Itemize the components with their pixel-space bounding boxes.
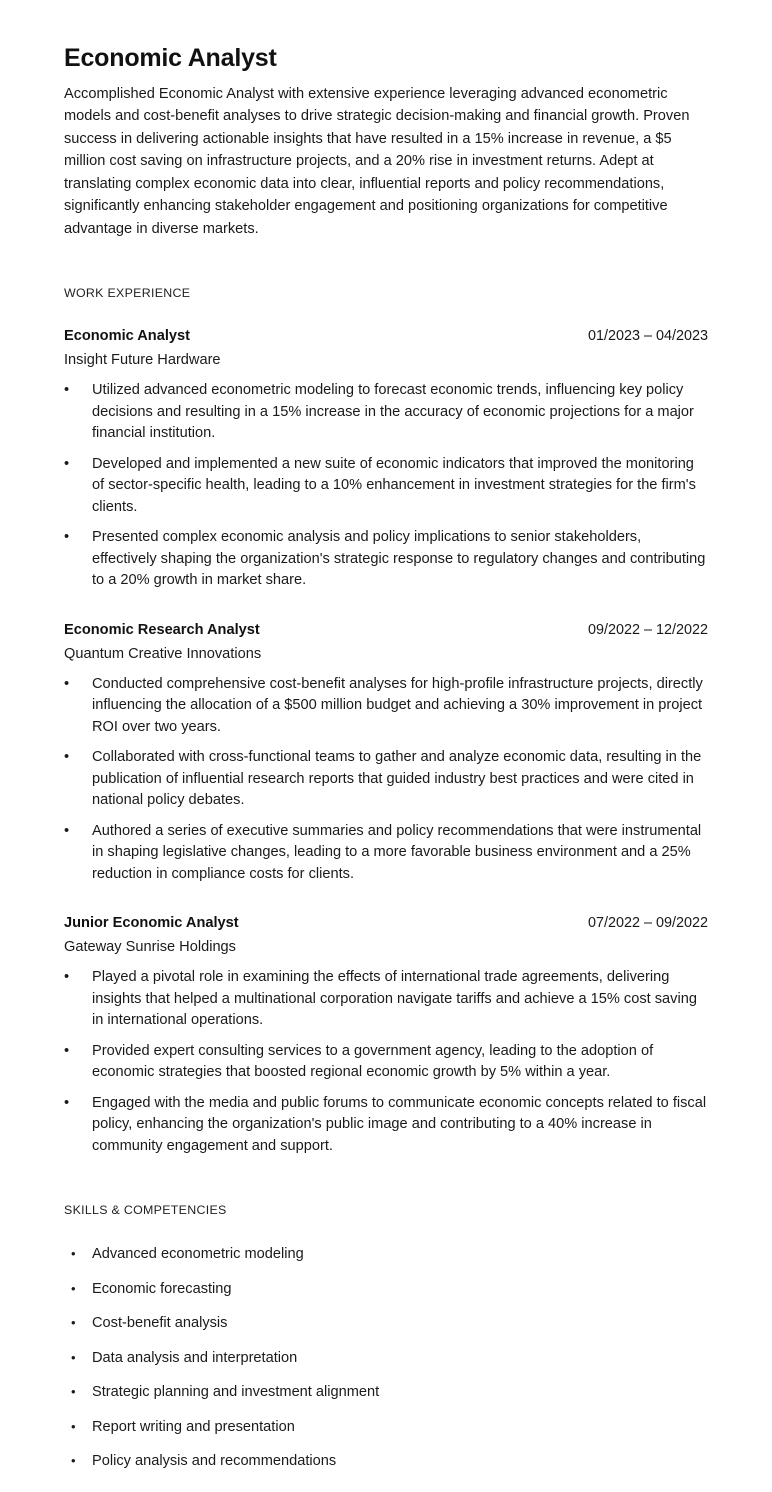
job-bullet [64, 1041, 708, 1084]
bullet-icon: • [71, 1453, 76, 1469]
bullet-icon: • [71, 1349, 76, 1365]
bullet-icon: • [64, 749, 70, 766]
skill-label: Data analysis and interpretation [92, 1349, 298, 1366]
job-bullet-text: Authored a series of executive summaries and policy recommendations that were instrumental in shaping legislative changes, leading to a more favorable business environment and a 25% reduction in compliance costs for clients. [92, 822, 702, 882]
bullet-icon: • [64, 382, 70, 399]
page-title: Economic Analyst [64, 44, 277, 72]
job-bullet [64, 967, 708, 1032]
job-bullet-text: Conducted comprehensive cost-benefit analyses for high-profile infrastructure projects, directly influencing the allocation of a $500 million budget and achieving a 30% improvement in project ROI over two years. [92, 675, 703, 735]
skill-item [64, 1243, 708, 1265]
job-company: Insight Future Hardware [64, 352, 221, 369]
skill-item [64, 1450, 708, 1472]
skill-label: Advanced econometric modeling [92, 1246, 304, 1263]
skill-item [64, 1312, 708, 1334]
bullet-icon: • [64, 675, 70, 692]
job-entry [64, 620, 708, 886]
job-bullet [64, 1093, 708, 1158]
bullet-icon: • [71, 1418, 76, 1434]
job-bullet-list [64, 674, 708, 886]
professional-summary: Accomplished Economic Analyst with extensive experience leveraging advanced econometric models and cost-benefit analyses to drive strategic decision-making and financial growth. Proven success in delivering actionable insights that have resulted in a 15% increase in revenue, a $5 million cost saving on infrastructure projects, and a 20% rise in investment returns. Adept at translating complex economic data into clear, influential reports and policy recommendations, significantly enhancing stakeholder engagement and positioning organizations for competitive advantage in diverse markets. [64, 85, 690, 237]
work-experience-list [64, 326, 708, 1157]
skill-item [64, 1278, 708, 1300]
job-bullet-text: Presented complex economic analysis and policy implications to senior stakeholders, effectively shaping the organization's strategic response to regulatory changes and contributing to a 20% growth in market share. [92, 529, 706, 589]
skills-heading: SKILLS & COMPETENCIES [64, 1203, 227, 1218]
job-bullet [64, 527, 708, 592]
job-dates: 01/2023 – 04/2023 [587, 328, 708, 345]
job-title: Junior Economic Analyst [64, 915, 239, 932]
job-dates: 09/2022 – 12/2022 [587, 621, 708, 638]
skill-label: Economic forecasting [92, 1280, 232, 1297]
skill-label: Policy analysis and recommendations [92, 1453, 337, 1470]
job-bullet [64, 747, 708, 812]
job-bullet-list [64, 380, 708, 592]
job-bullet-text: Provided expert consulting services to a government agency, leading to the adoption of economic strategies that boosted regional economic growth by 5% within a year. [92, 1042, 654, 1081]
job-bullet-text: Engaged with the media and public forums to communicate economic concepts related to fiscal policy, enhancing the organization's public image and contributing to a 40% increase in community engagement and support. [92, 1094, 707, 1154]
bullet-icon: • [64, 822, 70, 839]
skills-list [64, 1243, 708, 1472]
job-bullet-text: Utilized advanced econometric modeling to forecast economic trends, influencing key policy decisions and resulting in a 15% increase in the accuracy of economic projections for a major financial institution. [92, 382, 694, 442]
job-bullet-text: Developed and implemented a new suite of economic indicators that improved the monitoring of sector-specific health, leading to a 10% enhancement in investment strategies for the firm's clients. [92, 455, 696, 515]
job-bullet-text: Played a pivotal role in examining the effects of international trade agreements, delivering insights that helped a multinational corporation navigate tariffs and achieve a 15% cost saving in international operations. [92, 969, 697, 1029]
skills-section [64, 1203, 708, 1472]
job-dates: 07/2022 – 09/2022 [587, 915, 708, 932]
job-bullet [64, 674, 708, 739]
skill-item [64, 1347, 708, 1369]
job-company: Quantum Creative Innovations [64, 645, 262, 662]
skill-item [64, 1381, 708, 1403]
bullet-icon: • [64, 1094, 70, 1111]
job-header [64, 620, 708, 640]
job-bullet-list [64, 967, 708, 1157]
job-bullet [64, 454, 708, 519]
work-experience-section [64, 286, 708, 1157]
skill-label: Cost-benefit analysis [92, 1315, 228, 1332]
bullet-icon: • [71, 1280, 76, 1296]
bullet-icon: • [71, 1384, 76, 1400]
bullet-icon: • [64, 1042, 70, 1059]
bullet-icon: • [64, 455, 70, 472]
work-experience-heading: WORK EXPERIENCE [64, 286, 191, 301]
job-entry [64, 326, 708, 592]
job-bullet [64, 821, 708, 886]
job-bullet [64, 380, 708, 445]
bullet-icon: • [71, 1246, 76, 1262]
bullet-icon: • [64, 529, 70, 546]
job-entry [64, 913, 708, 1157]
skill-label: Strategic planning and investment alignment [92, 1384, 380, 1401]
job-header [64, 913, 708, 933]
skill-label: Report writing and presentation [92, 1418, 295, 1435]
job-header [64, 326, 708, 346]
job-title: Economic Research Analyst [64, 621, 260, 638]
skill-item [64, 1416, 708, 1438]
job-company: Gateway Sunrise Holdings [64, 939, 236, 956]
job-bullet-text: Collaborated with cross-functional teams to gather and analyze economic data, resulting in the publication of influential research reports that guided industry best practices and were cited in national policy debates. [92, 749, 702, 809]
job-title: Economic Analyst [64, 328, 190, 345]
bullet-icon: • [71, 1315, 76, 1331]
bullet-icon: • [64, 969, 70, 986]
